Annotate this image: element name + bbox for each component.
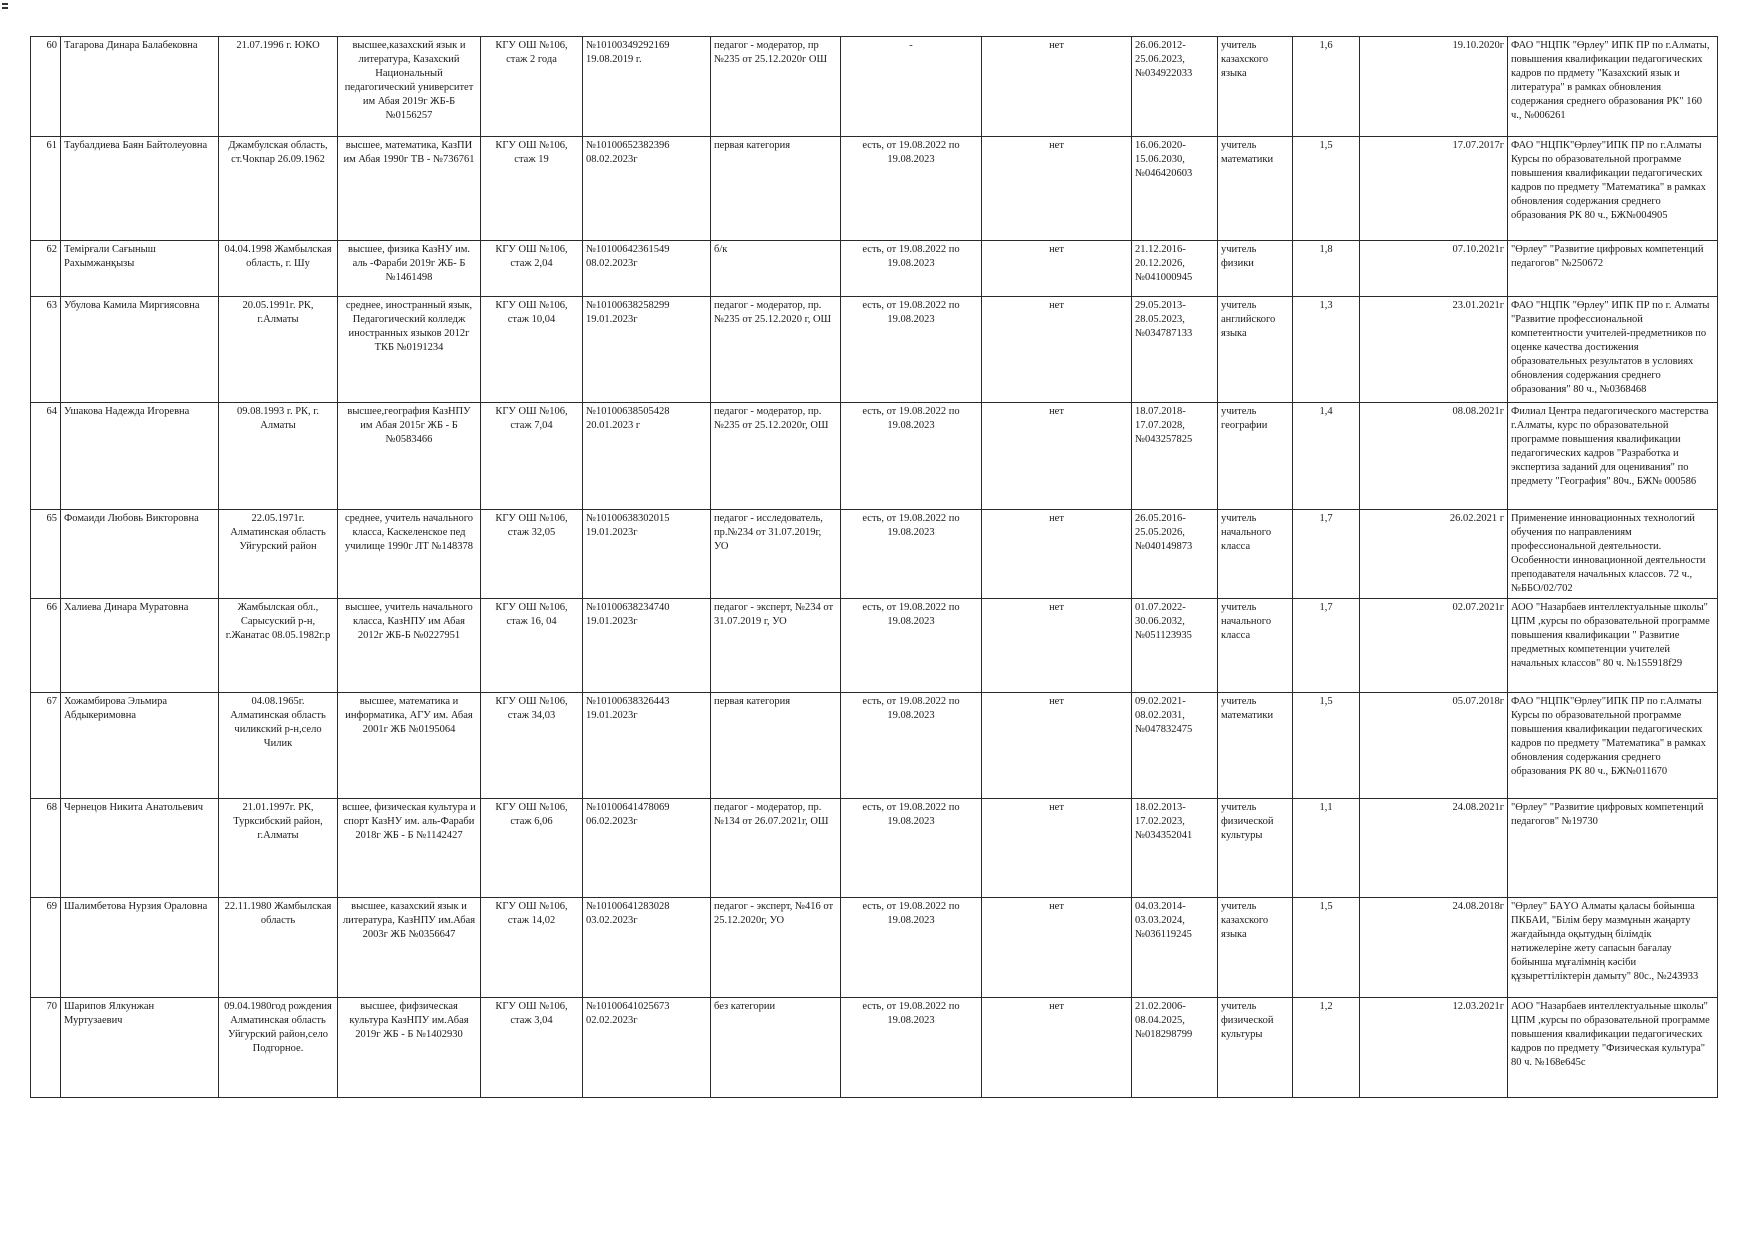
- workload-rate-cell: 1,3: [1293, 297, 1360, 403]
- workplace-experience-cell: КГУ ОШ №106, стаж 10,04: [481, 297, 583, 403]
- course-details-cell: Филиал Центра педагогического мастерства г.Алматы, курс по образовательной программе повышения квалификации педагогических кадров "Разработка и экспертиза заданий для оценивания" по предмету "География" 80ч., БЖ№ 000586: [1508, 403, 1718, 510]
- scan-corner-mark: [2, 3, 8, 5]
- row-number-cell: 61: [31, 137, 61, 241]
- birth-info-cell: 04.08.1965г. Алматинская область чиликский р-н,село Чилик: [219, 693, 338, 799]
- education-cell: среднее, учитель начального класса, Каскеленское пед училище 1990г ЛТ №148378: [338, 510, 481, 599]
- education-cell: среднее, иностранный язык, Педагогический колледж иностранных языков 2012г ТКБ №0191234: [338, 297, 481, 403]
- course-details-cell: АОО "Назарбаев интеллектуальные школы" ЦПМ ,курсы по образовательной программе повышения квалификации " Развитие предметных компетенции учителей начальных классов" 80 ч. №155918f29: [1508, 599, 1718, 693]
- workplace-experience-cell: КГУ ОШ №106, стаж 16, 04: [481, 599, 583, 693]
- full-name-cell: Чернецов Никита Анатольевич: [61, 799, 219, 898]
- position-cell: учитель начального класса: [1218, 599, 1293, 693]
- table-row: [31, 37, 1718, 137]
- qualification-category-cell: педагог - модератор, пр. №235 от 25.12.2020 г, ОШ: [711, 297, 841, 403]
- validity-period-cell: 26.05.2016-25.05.2026, №040149873: [1132, 510, 1218, 599]
- course-details-cell: ФАО "НЦПК "Өрлеу" ИПК ПР по г.Алматы, повышения квалификации педагогических кадров по прдмету "Казахский язык и литература" в рамках обновления содержания среднего образования РК" 160 ч., №006261: [1508, 37, 1718, 137]
- position-cell: учитель физической культуры: [1218, 799, 1293, 898]
- birth-info-cell: 22.05.1971г. Алматинская область Уйгурский район: [219, 510, 338, 599]
- attestation-period-cell: есть, от 19.08.2022 по 19.08.2023: [841, 693, 982, 799]
- attestation-period-cell: есть, от 19.08.2022 по 19.08.2023: [841, 599, 982, 693]
- attestation-period-cell: есть, от 19.08.2022 по 19.08.2023: [841, 998, 982, 1098]
- validity-period-cell: 09.02.2021-08.02.2031, №047832475: [1132, 693, 1218, 799]
- validity-period-cell: 18.02.2013-17.02.2023, №034352041: [1132, 799, 1218, 898]
- full-name-cell: Шарипов Ялкунжан Муртузаевич: [61, 998, 219, 1098]
- education-cell: всшее, физическая культура и спорт КазНУ им. аль-Фараби 2018г ЖБ - Б №1142427: [338, 799, 481, 898]
- row-number-cell: 68: [31, 799, 61, 898]
- attestation-period-cell: есть, от 19.08.2022 по 19.08.2023: [841, 403, 982, 510]
- workload-rate-cell: 1,5: [1293, 898, 1360, 998]
- staff-table: [30, 36, 1718, 1098]
- workload-rate-cell: 1,5: [1293, 137, 1360, 241]
- course-details-cell: "Өрлеу" "Развитие цифровых компетенций педагогов" №250672: [1508, 241, 1718, 297]
- course-details-cell: "Өрлеу" "Развитие цифровых компетенций педагогов" №19730: [1508, 799, 1718, 898]
- row-number-cell: 70: [31, 998, 61, 1098]
- table-row: [31, 137, 1718, 241]
- course-date-cell: 24.08.2021г: [1360, 799, 1508, 898]
- qualification-category-cell: педагог - исследователь, пр.№234 от 31.07.2019г, УО: [711, 510, 841, 599]
- certificate-number-cell: №10100638258299 19.01.2023г: [583, 297, 711, 403]
- course-details-cell: ФАО "НЦПК"Өрлеу"ИПК ПР по г.Алматы Курсы по образовательной программе повышения квалификации педагогических кадров по предмету "Математика" в рамках обновления содержания среднего образования РК 80 ч., БЖ№004905: [1508, 137, 1718, 241]
- course-date-cell: 08.08.2021г: [1360, 403, 1508, 510]
- course-details-cell: АОО "Назарбаев интеллектуальные школы" ЦПМ ,курсы по образовательной программе повышения квалификации педагогических кадров по предмету "Физическая культура" 80 ч. №168e645c: [1508, 998, 1718, 1098]
- penalty-status-cell: нет: [982, 998, 1132, 1098]
- education-cell: высшее,география КазНПУ им Абая 2015г ЖБ - Б №0583466: [338, 403, 481, 510]
- penalty-status-cell: нет: [982, 510, 1132, 599]
- validity-period-cell: 01.07.2022-30.06.2032, №051123935: [1132, 599, 1218, 693]
- attestation-period-cell: есть, от 19.08.2022 по 19.08.2023: [841, 297, 982, 403]
- table-row: [31, 693, 1718, 799]
- certificate-number-cell: №10100638302015 19.01.2023г: [583, 510, 711, 599]
- workload-rate-cell: 1,6: [1293, 37, 1360, 137]
- table-row: [31, 297, 1718, 403]
- workplace-experience-cell: КГУ ОШ №106, стаж 32,05: [481, 510, 583, 599]
- education-cell: высшее,казахский язык и литература, Казахский Национальный педагогический университет им Абая 2019г ЖБ-Б №0156257: [338, 37, 481, 137]
- certificate-number-cell: №10100638505428 20.01.2023 г: [583, 403, 711, 510]
- education-cell: высшее, физика КазНУ им. аль -Фараби 2019г ЖБ- Б №1461498: [338, 241, 481, 297]
- row-number-cell: 60: [31, 37, 61, 137]
- table-row: [31, 510, 1718, 599]
- attestation-period-cell: есть, от 19.08.2022 по 19.08.2023: [841, 241, 982, 297]
- qualification-category-cell: педагог - эксперт, №234 от 31.07.2019 г, УО: [711, 599, 841, 693]
- penalty-status-cell: нет: [982, 297, 1132, 403]
- validity-period-cell: 26.06.2012-25.06.2023, №034922033: [1132, 37, 1218, 137]
- workplace-experience-cell: КГУ ОШ №106, стаж 14,02: [481, 898, 583, 998]
- course-date-cell: 19.10.2020г: [1360, 37, 1508, 137]
- qualification-category-cell: первая категория: [711, 693, 841, 799]
- education-cell: высшее, фифзическая культура КазНПУ им.Абая 2019г ЖБ - Б №1402930: [338, 998, 481, 1098]
- qualification-category-cell: педагог - модератор, пр. №235 от 25.12.2020г, ОШ: [711, 403, 841, 510]
- validity-period-cell: 16.06.2020-15.06.2030, №046420603: [1132, 137, 1218, 241]
- validity-period-cell: 18.07.2018-17.07.2028, №043257825: [1132, 403, 1218, 510]
- penalty-status-cell: нет: [982, 599, 1132, 693]
- workplace-experience-cell: КГУ ОШ №106, стаж 6,06: [481, 799, 583, 898]
- full-name-cell: Таубалдиева Баян Байтолеуовна: [61, 137, 219, 241]
- workload-rate-cell: 1,7: [1293, 599, 1360, 693]
- course-date-cell: 24.08.2018г: [1360, 898, 1508, 998]
- qualification-category-cell: б/к: [711, 241, 841, 297]
- certificate-number-cell: №10100641025673 02.02.2023г: [583, 998, 711, 1098]
- course-date-cell: 23.01.2021г: [1360, 297, 1508, 403]
- workplace-experience-cell: КГУ ОШ №106, стаж 2 года: [481, 37, 583, 137]
- position-cell: учитель географии: [1218, 403, 1293, 510]
- position-cell: учитель казахского языка: [1218, 37, 1293, 137]
- education-cell: высшее, математика, КазПИ им Абая 1990г ТВ - №736761: [338, 137, 481, 241]
- position-cell: учитель математики: [1218, 693, 1293, 799]
- validity-period-cell: 21.02.2006-08.04.2025, №018298799: [1132, 998, 1218, 1098]
- workplace-experience-cell: КГУ ОШ №106, стаж 19: [481, 137, 583, 241]
- position-cell: учитель математики: [1218, 137, 1293, 241]
- certificate-number-cell: №10100638234740 19.01.2023г: [583, 599, 711, 693]
- certificate-number-cell: №10100642361549 08.02.2023г: [583, 241, 711, 297]
- birth-info-cell: 21.01.1997г. РК, Турксибский район, г.Алматы: [219, 799, 338, 898]
- table-row: [31, 599, 1718, 693]
- position-cell: учитель казахского языка: [1218, 898, 1293, 998]
- full-name-cell: Ушакова Надежда Игоревна: [61, 403, 219, 510]
- education-cell: высшее, казахский язык и литература, КазНПУ им.Абая 2003г ЖБ №0356647: [338, 898, 481, 998]
- full-name-cell: Фомаиди Любовь Викторовна: [61, 510, 219, 599]
- penalty-status-cell: нет: [982, 898, 1132, 998]
- qualification-category-cell: без категории: [711, 998, 841, 1098]
- birth-info-cell: Жамбылская обл., Сарысуский р-н, г.Жанатас 08.05.1982г.р: [219, 599, 338, 693]
- qualification-category-cell: педагог - модератор, пр. №134 от 26.07.2021г, ОШ: [711, 799, 841, 898]
- row-number-cell: 69: [31, 898, 61, 998]
- attestation-period-cell: есть, от 19.08.2022 по 19.08.2023: [841, 137, 982, 241]
- attestation-period-cell: есть, от 19.08.2022 по 19.08.2023: [841, 799, 982, 898]
- certificate-number-cell: №10100638326443 19.01.2023г: [583, 693, 711, 799]
- table-row: [31, 898, 1718, 998]
- row-number-cell: 66: [31, 599, 61, 693]
- course-date-cell: 26.02.2021 г: [1360, 510, 1508, 599]
- certificate-number-cell: №10100652382396 08.02.2023г: [583, 137, 711, 241]
- full-name-cell: Хожамбирова Эльмира Абдыкеримовна: [61, 693, 219, 799]
- position-cell: учитель английского языка: [1218, 297, 1293, 403]
- workplace-experience-cell: КГУ ОШ №106, стаж 34,03: [481, 693, 583, 799]
- birth-info-cell: 09.08.1993 г. РК, г. Алматы: [219, 403, 338, 510]
- certificate-number-cell: №10100641478069 06.02.2023г: [583, 799, 711, 898]
- penalty-status-cell: нет: [982, 241, 1132, 297]
- course-details-cell: Применение инновационных технологий обучения по направлениям профессиональной деятельности. Особенности инновационной деятельности преподавателя начальных классов. 72 ч., №ББО/02/702: [1508, 510, 1718, 599]
- attestation-period-cell: -: [841, 37, 982, 137]
- table-body: [31, 37, 1718, 1098]
- birth-info-cell: 22.11.1980 Жамбылская область: [219, 898, 338, 998]
- table-row: [31, 998, 1718, 1098]
- course-details-cell: "Өрлеу" БАҮО Алматы қаласы бойынша ПКБАИ, "Білім беру мазмұнын жаңарту жағдайында оқытудың білімдік нәтижелеріне жету сапасын бағалау бойынша мұғалімнің кәсіби құзыреттіліктерін дамыту" 80с., №243933: [1508, 898, 1718, 998]
- row-number-cell: 65: [31, 510, 61, 599]
- education-cell: высшее, математика и информатика, АГУ им. Абая 2001г ЖБ №0195064: [338, 693, 481, 799]
- workload-rate-cell: 1,7: [1293, 510, 1360, 599]
- validity-period-cell: 21.12.2016-20.12.2026, №041000945: [1132, 241, 1218, 297]
- penalty-status-cell: нет: [982, 403, 1132, 510]
- position-cell: учитель физики: [1218, 241, 1293, 297]
- workload-rate-cell: 1,1: [1293, 799, 1360, 898]
- birth-info-cell: 21.07.1996 г. ЮКО: [219, 37, 338, 137]
- course-details-cell: ФАО "НЦПК "Өрлеу" ИПК ПР по г. Алматы "Развитие профессиональной компетентности учителей-предметников по оценке качества достижения образовательных результатов в условиях обновления содержания среднего образования" 80 ч., №0368468: [1508, 297, 1718, 403]
- qualification-category-cell: педагог - модератор, пр №235 от 25.12.2020г ОШ: [711, 37, 841, 137]
- qualification-category-cell: первая категория: [711, 137, 841, 241]
- row-number-cell: 63: [31, 297, 61, 403]
- workload-rate-cell: 1,5: [1293, 693, 1360, 799]
- validity-period-cell: 29.05.2013-28.05.2023, №034787133: [1132, 297, 1218, 403]
- course-date-cell: 17.07.2017г: [1360, 137, 1508, 241]
- workload-rate-cell: 1,8: [1293, 241, 1360, 297]
- education-cell: высшее, учитель начального класса, КазНПУ им Абая 2012г ЖБ-Б №0227951: [338, 599, 481, 693]
- birth-info-cell: Джамбулская область, ст.Чокпар 26.09.1962: [219, 137, 338, 241]
- table-row: [31, 403, 1718, 510]
- workplace-experience-cell: КГУ ОШ №106, стаж 3,04: [481, 998, 583, 1098]
- row-number-cell: 64: [31, 403, 61, 510]
- birth-info-cell: 20.05.1991г. РК, г.Алматы: [219, 297, 338, 403]
- course-details-cell: ФАО "НЦПК"Өрлеу"ИПК ПР по г.Алматы Курсы по образовательной программе повышения квалификации педагогических кадров по предмету "Математика" в рамках обновления содержания среднего образования РК 80 ч., БЖ№011670: [1508, 693, 1718, 799]
- course-date-cell: 12.03.2021г: [1360, 998, 1508, 1098]
- penalty-status-cell: нет: [982, 799, 1132, 898]
- position-cell: учитель начального класса: [1218, 510, 1293, 599]
- scan-corner-mark: [2, 7, 8, 9]
- workplace-experience-cell: КГУ ОШ №106, стаж 2,04: [481, 241, 583, 297]
- penalty-status-cell: нет: [982, 693, 1132, 799]
- full-name-cell: Тагарова Динара Балабековна: [61, 37, 219, 137]
- row-number-cell: 62: [31, 241, 61, 297]
- position-cell: учитель физической культуры: [1218, 998, 1293, 1098]
- attestation-period-cell: есть, от 19.08.2022 по 19.08.2023: [841, 510, 982, 599]
- birth-info-cell: 09.04.1980год рождения Алматинская область Уйгурский район,село Подгорное.: [219, 998, 338, 1098]
- full-name-cell: Халиева Динара Муратовна: [61, 599, 219, 693]
- table-row: [31, 241, 1718, 297]
- full-name-cell: Темірғали Сағыныш Рахымжанқызы: [61, 241, 219, 297]
- validity-period-cell: 04.03.2014-03.03.2024, №036119245: [1132, 898, 1218, 998]
- penalty-status-cell: нет: [982, 37, 1132, 137]
- penalty-status-cell: нет: [982, 137, 1132, 241]
- birth-info-cell: 04.04.1998 Жамбылская область, г. Шу: [219, 241, 338, 297]
- certificate-number-cell: №10100641283028 03.02.2023г: [583, 898, 711, 998]
- workload-rate-cell: 1,4: [1293, 403, 1360, 510]
- course-date-cell: 05.07.2018г: [1360, 693, 1508, 799]
- attestation-period-cell: есть, от 19.08.2022 по 19.08.2023: [841, 898, 982, 998]
- full-name-cell: Шалимбетова Нурзия Ораловна: [61, 898, 219, 998]
- workload-rate-cell: 1,2: [1293, 998, 1360, 1098]
- full-name-cell: Убулова Камила Миргиясовна: [61, 297, 219, 403]
- row-number-cell: 67: [31, 693, 61, 799]
- certificate-number-cell: №10100349292169 19.08.2019 г.: [583, 37, 711, 137]
- table-row: [31, 799, 1718, 898]
- workplace-experience-cell: КГУ ОШ №106, стаж 7,04: [481, 403, 583, 510]
- course-date-cell: 02.07.2021г: [1360, 599, 1508, 693]
- course-date-cell: 07.10.2021г: [1360, 241, 1508, 297]
- qualification-category-cell: педагог - эксперт, №416 от 25.12.2020г, УО: [711, 898, 841, 998]
